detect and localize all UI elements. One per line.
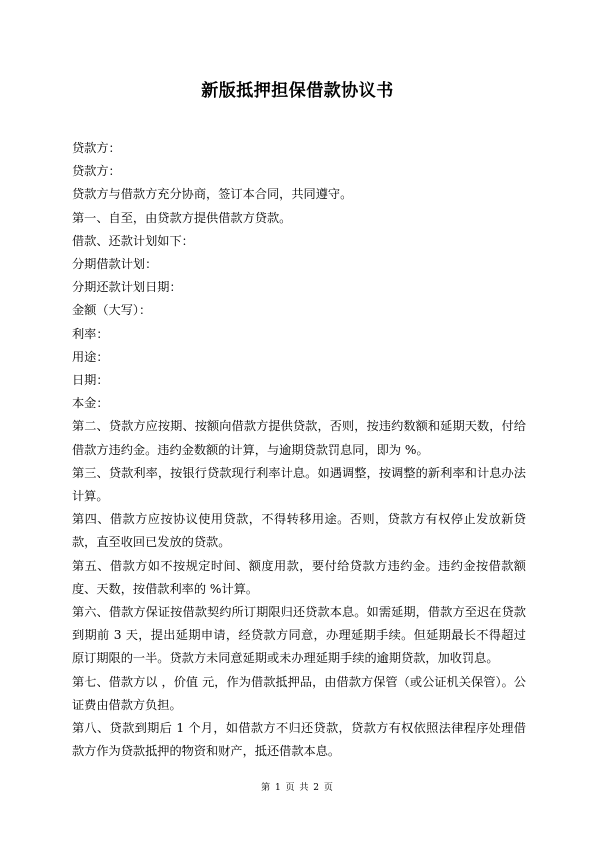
clause-7: 第七、借款方以 ，价值 元，作为借款抵押品，由借款方保管（或公证机关保管）。公证费由借款方负担。	[72, 674, 526, 712]
agreement-intro: 贷款方与借款方充分协商，签订本合同，共同遵守。	[72, 187, 353, 202]
purpose-field: 用途：	[72, 349, 109, 364]
clause-6: 第六、借款方保证按借款契约所订期限归还贷款本息。如需延期，借款方至迟在贷款到期前 3 天，提出延期申请，经贷款方同意，办理延期手续。但延期最长不得超过原订期限的一半。贷款方未同意延期或未办理延期手续的逾期贷款，加收罚息。	[72, 605, 526, 666]
repayment-plan-heading: 借款、还款计划如下：	[72, 233, 194, 248]
document-title: 新版抵押担保借款协议书	[201, 81, 394, 101]
amount-field: 金额（大写）：	[72, 303, 152, 318]
installment-repayment-date: 分期还款计划日期：	[72, 280, 182, 295]
principal-field: 本金：	[72, 396, 109, 411]
page-number-footer: 第 1 页 共 2 页	[261, 783, 334, 793]
document-body	[72, 137, 526, 763]
party-lender-line: 贷款方：	[72, 141, 121, 155]
clause-4: 第四、借款方应按协议使用贷款，不得转移用途。否则，贷款方有权停止发放新贷款，直至收回已发放的贷款。	[72, 512, 526, 550]
clause-5: 第五、借款方如不按规定时间、额度用款，要付给贷款方违约金。违约金按借款额度、天数，按借款利率的 %计算。	[72, 558, 526, 596]
clause-3: 第三、贷款利率，按银行贷款现行利率计息。如遇调整，按调整的新利率和计息办法计算。	[72, 465, 526, 504]
clause-8: 第八、贷款到期后 1 个月，如借款方不归还贷款，贷款方有权依照法律程序处理借款方作为贷款抵押的物资和财产，抵还借款本息。	[72, 721, 526, 759]
interest-rate-field: 利率：	[72, 326, 109, 341]
installment-loan-plan: 分期借款计划：	[72, 257, 158, 272]
party-lender-line-2: 贷款方：	[72, 164, 121, 179]
date-field: 日期：	[72, 373, 109, 388]
clause-1: 第一、自至，由贷款方提供借款方贷款。	[72, 210, 292, 225]
clause-2: 第二、贷款方应按期、按额向借款方提供贷款，否则，按违约数额和延期天数，付给借款方违约金。违约金数额的计算，与逾期贷款罚息同，即为 %。	[72, 419, 526, 457]
